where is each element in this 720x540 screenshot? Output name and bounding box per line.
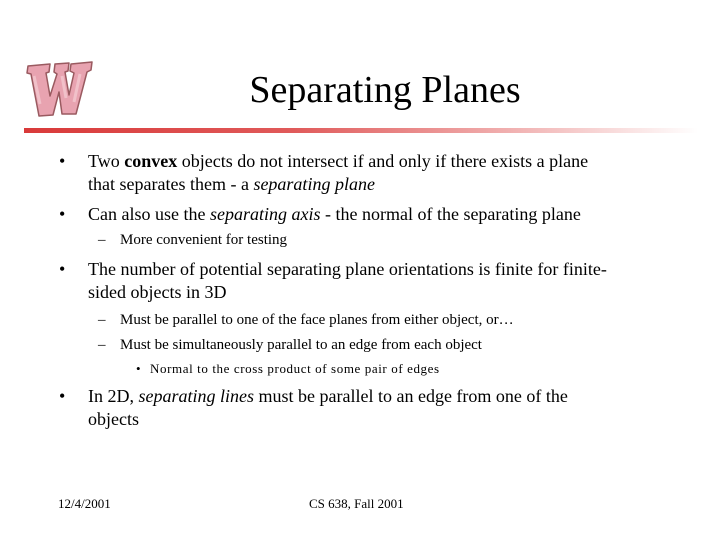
bullet-marker: • xyxy=(59,204,66,224)
slide-title: Separating Planes xyxy=(249,69,521,111)
bullet-text: that separates them - a xyxy=(88,174,254,194)
bullet-text: objects do not intersect if and only if there exists a plane xyxy=(177,151,589,171)
bullet-text: Can also use the xyxy=(88,204,210,224)
bullet-3-sub-2-sub-1 xyxy=(136,360,440,377)
bullet-text: - the normal of the separating plane xyxy=(320,204,581,224)
bullet-text: Two xyxy=(88,151,125,171)
title-divider xyxy=(24,128,698,133)
dash-marker: – xyxy=(98,232,106,248)
bullet-bold-text: convex xyxy=(124,151,178,171)
bullet-italic-text: separating lines xyxy=(138,386,254,406)
sub-bullet-text: Must be parallel to one of the face planes from either object, or… xyxy=(120,312,514,328)
bullet-4-line-1 xyxy=(59,385,568,408)
bullet-text: The number of potential separating plane orientations is finite for finite- xyxy=(88,259,607,279)
bullet-text: In 2D, xyxy=(88,386,139,406)
bullet-3-sub-1 xyxy=(98,310,514,330)
bullet-1-line-2 xyxy=(88,173,375,196)
bullet-2 xyxy=(59,203,581,226)
bullet-3-sub-2 xyxy=(98,335,482,355)
sub-bullet-text: Must be simultaneously parallel to an edge from each object xyxy=(120,337,482,353)
bullet-3-line-1 xyxy=(59,258,607,281)
dash-marker: – xyxy=(98,337,106,353)
w-logo-icon xyxy=(22,52,96,122)
bullet-marker: • xyxy=(136,361,142,376)
bullet-text: must be parallel to an edge from one of the xyxy=(254,386,568,406)
footer-course: CS 638, Fall 2001 xyxy=(309,496,404,511)
sub-sub-bullet-text: Normal to the cross product of some pair of edges xyxy=(150,361,440,376)
bullet-marker: • xyxy=(59,151,66,171)
bullet-italic-text: separating plane xyxy=(253,174,375,194)
sub-bullet-text: More convenient for testing xyxy=(120,232,288,248)
dash-marker: – xyxy=(98,312,106,328)
bullet-text: objects xyxy=(88,409,139,429)
bullet-2-sub-1 xyxy=(98,230,288,250)
bullet-italic-text: separating axis xyxy=(209,204,321,224)
bullet-1-line-1 xyxy=(59,150,589,173)
bullet-4-line-2 xyxy=(88,408,139,431)
footer-date: 12/4/2001 xyxy=(58,496,111,511)
bullet-text: sided objects in 3D xyxy=(88,282,227,302)
bullet-marker: • xyxy=(59,259,66,279)
bullet-3-line-2 xyxy=(88,281,226,304)
bullet-marker: • xyxy=(59,386,66,406)
